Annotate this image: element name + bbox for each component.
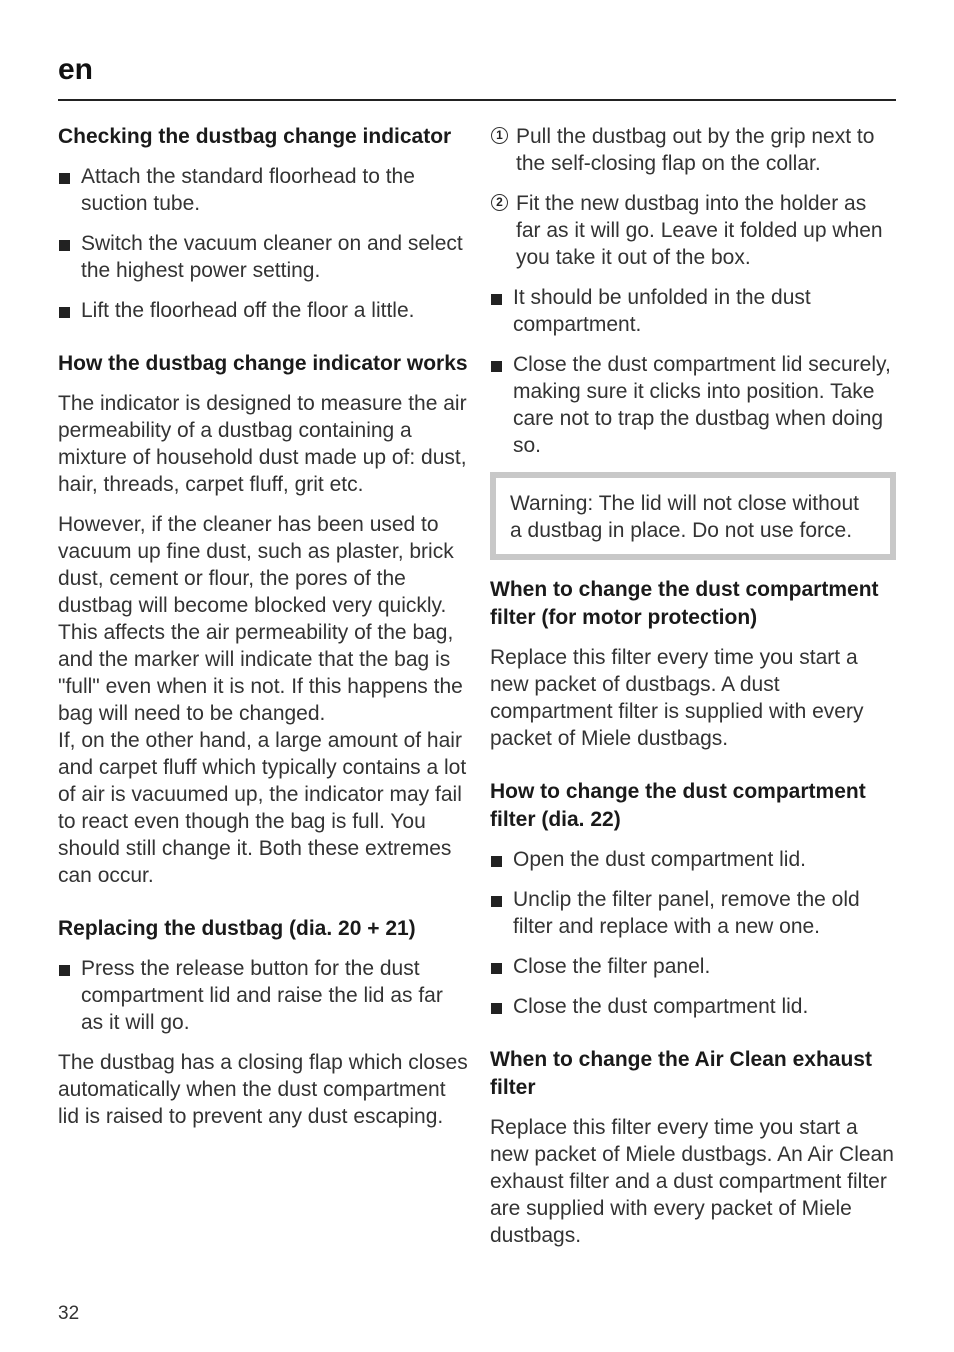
header-rule xyxy=(58,99,896,101)
right-column xyxy=(490,123,896,1262)
list-item-text: Close the filter panel. xyxy=(513,955,711,978)
step-item xyxy=(490,190,896,271)
paragraph: The dustbag has a closing flap which closes automatically when the dust compartment lid is raised to prevent any dust escaping. xyxy=(58,1051,468,1128)
bullet-square-icon xyxy=(491,361,502,372)
list-item xyxy=(58,955,468,1036)
bullet-square-icon xyxy=(59,240,70,251)
step-item xyxy=(490,123,896,177)
list-item-text: Open the dust compartment lid. xyxy=(513,848,806,871)
list-item xyxy=(490,993,896,1020)
list-item xyxy=(490,886,896,940)
list-item xyxy=(490,846,896,873)
step-number-badge: 1 xyxy=(491,127,508,144)
list-item-text: Attach the standard floorhead to the suction tube. xyxy=(81,165,415,215)
left-column xyxy=(58,123,468,1143)
bullet-square-icon xyxy=(59,307,70,318)
step-text: Fit the new dustbag into the holder as far as it will go. Leave it folded up when you take it out of the box. xyxy=(516,192,883,269)
heading-checking-indicator: Checking the dustbag change indicator xyxy=(58,125,452,148)
step-number-badge: 2 xyxy=(491,194,508,211)
heading-how-indicator-works: How the dustbag change indicator works xyxy=(58,352,468,375)
list-item-text: Switch the vacuum cleaner on and select the highest power setting. xyxy=(81,232,463,282)
paragraph: The indicator is designed to measure the air permeability of a dustbag containing a mixture of household dust made up of: dust, hair, threads, carpet fluff, grit etc. xyxy=(58,392,467,496)
heading-air-clean-filter: When to change the Air Clean exhaust filter xyxy=(490,1048,872,1099)
bullet-square-icon xyxy=(491,294,502,305)
warning-box: Warning: The lid will not close without a dustbag in place. Do not use force. xyxy=(490,472,896,560)
page-number: 32 xyxy=(58,1303,80,1324)
bullet-square-icon xyxy=(491,963,502,974)
paragraph: However, if the cleaner has been used to vacuum up fine dust, such as plaster, brick dust, cement or flour, the pores of the dustbag will become blocked very quickly. This affects the air permeability of the bag, and the marker will indicate that the bag is "full" even when it is not. If this happens the bag will need to be changed. xyxy=(58,513,463,725)
step-text: Pull the dustbag out by the grip next to the self-closing flap on the collar. xyxy=(516,125,875,175)
list-item xyxy=(490,284,896,338)
list-item-text: Press the release button for the dust compartment lid and raise the lid as far as it will go. xyxy=(81,957,443,1034)
list-item xyxy=(58,163,468,217)
list-item-text: It should be unfolded in the dust compartment. xyxy=(513,286,811,336)
list-item xyxy=(490,351,896,459)
language-label: en xyxy=(58,53,94,86)
paragraph: If, on the other hand, a large amount of hair and carpet fluff which typically contains a lot of air is vacuumed up, the indicator may fail to react even though the bag is full. You should still change it. Both these extremes can occur. xyxy=(58,729,467,887)
bullet-square-icon xyxy=(491,896,502,907)
list-item-text: Close the dust compartment lid. xyxy=(513,995,809,1018)
list-item xyxy=(58,297,468,324)
paragraph: Replace this filter every time you start a new packet of dustbags. A dust compartment filter is supplied with every packet of Miele dustbags. xyxy=(490,646,864,750)
bullet-square-icon xyxy=(491,1003,502,1014)
heading-how-change-dust-filter: How to change the dust compartment filter (dia. 22) xyxy=(490,780,866,831)
list-item-text: Close the dust compartment lid securely, making sure it clicks into position. Take care not to trap the dustbag when doing so. xyxy=(513,353,891,457)
list-item xyxy=(490,953,896,980)
bullet-square-icon xyxy=(491,856,502,867)
heading-replacing-dustbag: Replacing the dustbag (dia. 20 + 21) xyxy=(58,917,416,940)
bullet-square-icon xyxy=(59,173,70,184)
heading-when-change-dust-filter: When to change the dust compartment filter (for motor protection) xyxy=(490,578,879,629)
bullet-square-icon xyxy=(59,965,70,976)
list-item xyxy=(58,230,468,284)
list-item-text: Lift the floorhead off the floor a little. xyxy=(81,299,415,322)
list-item-text: Unclip the filter panel, remove the old filter and replace with a new one. xyxy=(513,888,860,938)
paragraph: Replace this filter every time you start a new packet of Miele dustbags. An Air Clean exhaust filter and a dust compartment filter are supplied with every packet of Miele dustbags. xyxy=(490,1116,894,1247)
